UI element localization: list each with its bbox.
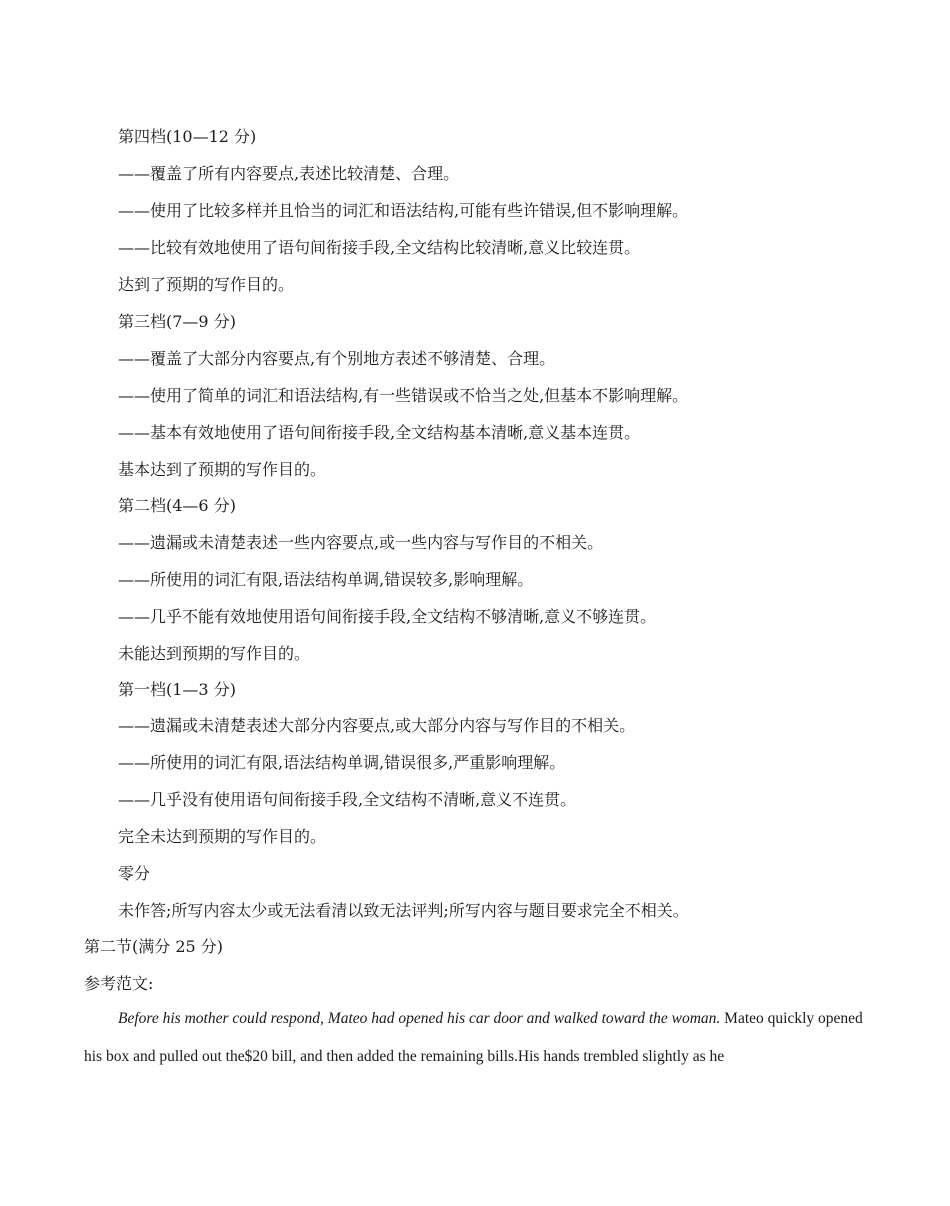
rubric-line: 未作答;所写内容太少或无法看清以致无法评判;所写内容与题目要求完全不相关。	[118, 901, 689, 920]
sample-essay-text: Mateo quickly opened his box and pulled out the$20 bill, and then added the remaining bills.His hands trembled slightly as he	[84, 1010, 863, 1065]
rubric-line: 完全未达到预期的写作目的。	[118, 827, 327, 846]
sample-essay-paragraph	[84, 1000, 864, 1076]
rubric-band-2-title: 第二档(4—6 分)	[118, 496, 236, 515]
rubric-line: ——遗漏或未清楚表述一些内容要点,或一些内容与写作目的不相关。	[118, 533, 604, 552]
rubric-line: ——几乎不能有效地使用语句间衔接手段,全文结构不够清晰,意义不够连贯。	[118, 607, 657, 626]
rubric-line: ——覆盖了所有内容要点,表述比较清楚、合理。	[118, 164, 460, 183]
rubric-line: 达到了预期的写作目的。	[118, 275, 295, 294]
rubric-line: ——使用了简单的词汇和语法结构,有一些错误或不恰当之处,但基本不影响理解。	[118, 386, 689, 405]
rubric-line: 未能达到预期的写作目的。	[118, 644, 311, 663]
rubric-line: ——比较有效地使用了语句间衔接手段,全文结构比较清晰,意义比较连贯。	[118, 238, 641, 257]
rubric-line: ——基本有效地使用了语句间衔接手段,全文结构基本清晰,意义基本连贯。	[118, 423, 641, 442]
sample-essay-italic-sentence: Before his mother could respond, Mateo had opened his car door and walked toward the woman.	[118, 1010, 721, 1027]
rubric-band-1-title: 第一档(1—3 分)	[118, 680, 236, 699]
rubric-line: 基本达到了预期的写作目的。	[118, 460, 327, 479]
sample-essay-label: 参考范文:	[84, 974, 154, 993]
rubric-line: ——使用了比较多样并且恰当的词汇和语法结构,可能有些许错误,但不影响理解。	[118, 201, 689, 220]
rubric-line: ——所使用的词汇有限,语法结构单调,错误较多,影响理解。	[118, 570, 534, 589]
rubric-line: ——遗漏或未清楚表述大部分内容要点,或大部分内容与写作目的不相关。	[118, 716, 636, 735]
rubric-line: ——几乎没有使用语句间衔接手段,全文结构不清晰,意义不连贯。	[118, 790, 577, 809]
rubric-line: ——覆盖了大部分内容要点,有个别地方表述不够清楚、合理。	[118, 349, 556, 368]
rubric-band-4-title: 第四档(10—12 分)	[118, 127, 257, 146]
rubric-band-0-title: 零分	[118, 864, 151, 883]
rubric-line: ——所使用的词汇有限,语法结构单调,错误很多,严重影响理解。	[118, 753, 566, 772]
section-title: 第二节(满分 25 分)	[84, 937, 224, 956]
rubric-band-3-title: 第三档(7—9 分)	[118, 312, 236, 331]
